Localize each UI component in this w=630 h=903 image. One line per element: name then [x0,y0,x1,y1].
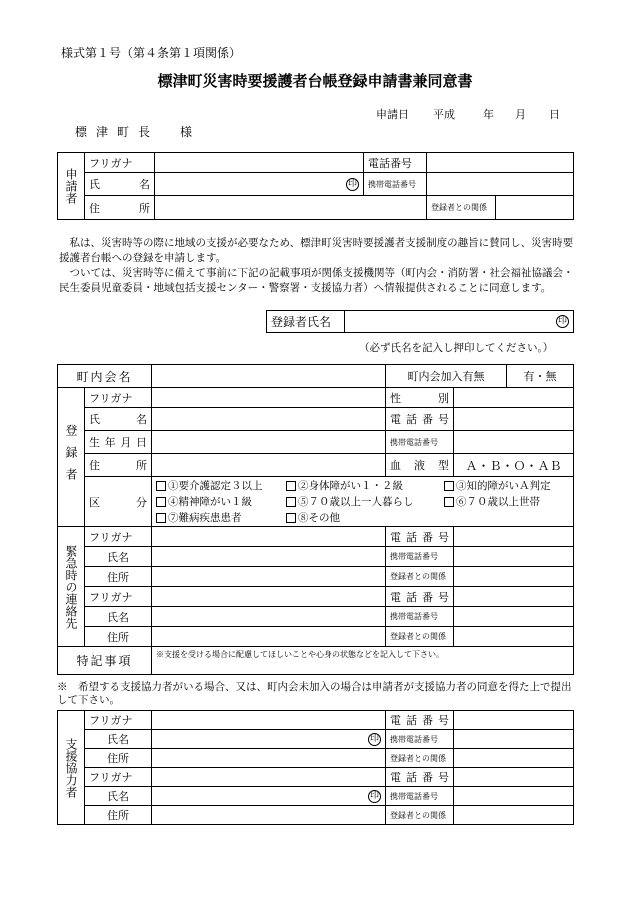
supporter-2-phone-field[interactable] [454,768,574,787]
consent-paragraph-2: ついては、災害時等に備えて事前に下記の記載事項が関係支援機関等（町内会・消防署・社会福祉協議会・民生委員児童委員・地域包括支援センター・警察署・支援協力者）へ情報提供されることに同意します。 [59,267,574,294]
blood-type-label: 血液型 [386,454,454,477]
supporter-1-name-field[interactable] [152,730,386,749]
seal-mark-icon: 印 [369,790,379,801]
supporter-footnote: ※ 希望する支援協力者がいる場合、又は、町内会未加入の場合は申請者が支援協力者の同意を得た上で提出して下さい。 [57,681,572,706]
supporter-1-relation-field[interactable] [454,749,574,768]
registrant-phone-field[interactable] [454,408,574,431]
supporter-2-name-field[interactable] [152,787,386,806]
consent-paragraph-1: 私は、災害時等の際に地域の支援が必要なため、標津町災害時要援護者支援制度の趣旨に賛同し、災害時要援護者台帳への登録を申請します。 [59,237,574,264]
town-assoc-label: 町内会名 [58,365,152,388]
emergency-2-name-label: 氏名 [85,607,152,627]
category-option-label: ⑧その他 [298,512,341,524]
seal-mark-icon: 印 [369,733,379,744]
applicant-address-field[interactable] [155,196,427,220]
category-option[interactable] [156,478,286,493]
category-option-label: ①要介護認定３以上 [168,480,263,492]
membership-value[interactable]: 有・無 [507,365,574,388]
dob-label: 生年月日 [85,431,152,454]
seal-mark-icon: 印 [557,316,567,326]
registrant-name-box [266,310,574,333]
applicant-relation-field[interactable] [496,196,574,219]
applicant-phone-label: 電話番号 [364,153,427,173]
applicant-phone-field[interactable] [427,153,574,173]
checkbox-icon[interactable] [286,497,296,507]
category-option[interactable] [156,510,286,525]
category-checkbox-row [156,494,569,510]
gender-field[interactable] [454,388,574,408]
applicant-relation-label: 登録者との関係 [427,196,496,219]
checkbox-icon[interactable] [156,497,166,507]
emergency-2-furigana-label: フリガナ [85,587,152,607]
supporter-2-furigana-field[interactable] [152,768,386,787]
supporter-1-address-field[interactable] [152,749,386,768]
special-notes-hint: ※支援を受ける場合に配慮してほしいことや心身の状態などを記入して下さい。 [156,650,445,659]
emergency-1-phone-field[interactable] [454,527,574,547]
emergency-2-furigana-field[interactable] [152,587,386,607]
date-day: 日 [549,108,560,121]
blood-type-values[interactable]: Ａ・Ｂ・Ｏ・ＡＢ [454,454,574,477]
supporter-2-address-label: 住所 [85,806,152,825]
applicant-furigana-label: フリガナ [85,153,155,173]
applicant-relation-cell[interactable] [427,196,574,220]
gender-label: 性別 [386,388,454,408]
emergency-1-name-label: 氏名 [85,547,152,567]
checkbox-icon[interactable] [286,513,296,523]
emergency-2-mobile-label: 携帯電話番号 [386,607,454,627]
category-option[interactable] [444,494,554,509]
category-option[interactable] [286,494,444,509]
date-year: 年 [483,108,494,121]
applicant-address-label: 住所 [85,196,155,220]
category-option-label: ②身体障がい１・２級 [298,480,404,492]
category-option[interactable] [156,494,286,509]
category-option[interactable] [286,478,444,493]
category-option-label: ⑤７０歳以上一人暮らし [298,496,414,508]
supporter-1-furigana-label: フリガナ [85,711,152,730]
registrant-name-note: （必ず氏名を記入し押印してください。） [359,342,554,354]
registrant-name-field[interactable] [345,311,574,333]
emergency-2-relation-label: 登録者との関係 [386,627,454,647]
supporter-1-phone-field[interactable] [454,711,574,730]
registrant-mobile-label: 携帯電話番号 [386,431,454,454]
supporter-2-mobile-field[interactable] [454,787,574,806]
category-label: 区分 [85,477,152,527]
registrant-furigana-field[interactable] [152,388,386,408]
date-month: 月 [515,108,526,121]
category-checkbox-row [156,478,569,494]
registrant-group-label: 登録者 [58,388,85,527]
category-option-label: ④精神障がい１級 [168,496,253,508]
emergency-2-phone-field[interactable] [454,587,574,607]
applicant-name-field[interactable] [155,173,364,196]
emergency-1-furigana-field[interactable] [152,527,386,547]
supporter-2-relation-label: 登録者との関係 [386,806,454,825]
supporter-2-relation-field[interactable] [454,806,574,825]
supporter-1-name-label: 氏名 [85,730,152,749]
category-checkbox-row [156,510,569,526]
supporter-2-phone-label: 電話番号 [386,768,454,787]
emergency-1-relation-field[interactable] [454,567,574,587]
category-option-label: ⑥７０歳以上世帯 [456,496,541,508]
supporter-1-mobile-label: 携帯電話番号 [386,730,454,749]
registrant-name-row-field[interactable] [152,408,386,431]
applicant-mobile-field[interactable] [427,173,574,196]
registrant-furigana-label: フリガナ [85,388,152,408]
checkbox-icon[interactable] [156,481,166,491]
checkbox-icon[interactable] [444,481,454,491]
date-label: 申請日 [376,108,409,121]
category-option-label: ⑦難病疾患患者 [168,512,242,524]
applicant-furigana-field[interactable] [155,153,364,173]
registrant-phone-label: 電話番号 [386,408,454,431]
emergency-1-mobile-field[interactable] [454,547,574,567]
document-title: 標津町災害時要援護者台帳登録申請書兼同意書 [157,72,473,90]
registrant-address-field[interactable] [152,454,386,477]
emergency-1-address-label: 住所 [85,567,152,587]
registrant-name-label: 登録者氏名 [267,311,345,333]
checkbox-icon[interactable] [156,513,166,523]
emergency-1-name-field[interactable] [152,547,386,567]
applicant-mobile-label: 携帯電話番号 [364,173,427,196]
supporter-1-relation-label: 登録者との関係 [386,749,454,768]
emergency-2-relation-field[interactable] [454,627,574,647]
supporters-table [57,710,574,825]
category-option[interactable] [286,510,444,525]
checkbox-icon[interactable] [286,481,296,491]
supporter-1-furigana-field[interactable] [152,711,386,730]
emergency-1-furigana-label: フリガナ [85,527,152,547]
date-era: 平成 [433,108,455,121]
supporter-2-furigana-label: フリガナ [85,768,152,787]
emergency-2-name-field[interactable] [152,607,386,627]
supporter-2-name-label: 氏名 [85,787,152,806]
registration-table [57,364,574,675]
registrant-address-label: 住所 [85,454,152,477]
registrant-name-row-label: 氏名 [85,408,152,431]
special-notes-label: 特記事項 [58,647,152,675]
emergency-1-address-field[interactable] [152,567,386,587]
dob-field[interactable] [152,431,386,454]
form-number: 様式第１号（第４条第１項関係） [61,46,242,60]
category-option-label: ③知的障がいＡ判定 [456,480,551,492]
supporter-2-address-field[interactable] [152,806,386,825]
supporter-1-phone-label: 電話番号 [386,711,454,730]
supporters-group-label: 支援協力者 [58,711,85,825]
emergency-1-mobile-label: 携帯電話番号 [386,547,454,567]
registrant-mobile-field[interactable] [454,431,574,454]
supporter-1-address-label: 住所 [85,749,152,768]
seal-mark-icon: 印 [347,178,357,189]
checkbox-icon[interactable] [444,497,454,507]
applicant-table [57,152,574,220]
special-notes-field[interactable] [152,647,574,675]
emergency-2-phone-label: 電話番号 [386,587,454,607]
category-option[interactable] [444,478,554,493]
emergency-group-label: 緊急時の連絡先 [58,527,85,647]
emergency-1-phone-label: 電話番号 [386,527,454,547]
applicant-name-label: 氏名 [85,173,155,196]
category-checkboxes [152,477,574,527]
applicant-group-label: 申請者 [58,153,85,220]
town-assoc-field[interactable] [152,365,386,388]
supporter-1-mobile-field[interactable] [454,730,574,749]
membership-label: 町内会加入有無 [386,365,507,388]
emergency-2-mobile-field[interactable] [454,607,574,627]
supporter-2-mobile-label: 携帯電話番号 [386,787,454,806]
addressee: 標津町長 様 [75,125,202,139]
emergency-2-address-label: 住所 [85,627,152,647]
emergency-1-relation-label: 登録者との関係 [386,567,454,587]
emergency-2-address-field[interactable] [152,627,386,647]
